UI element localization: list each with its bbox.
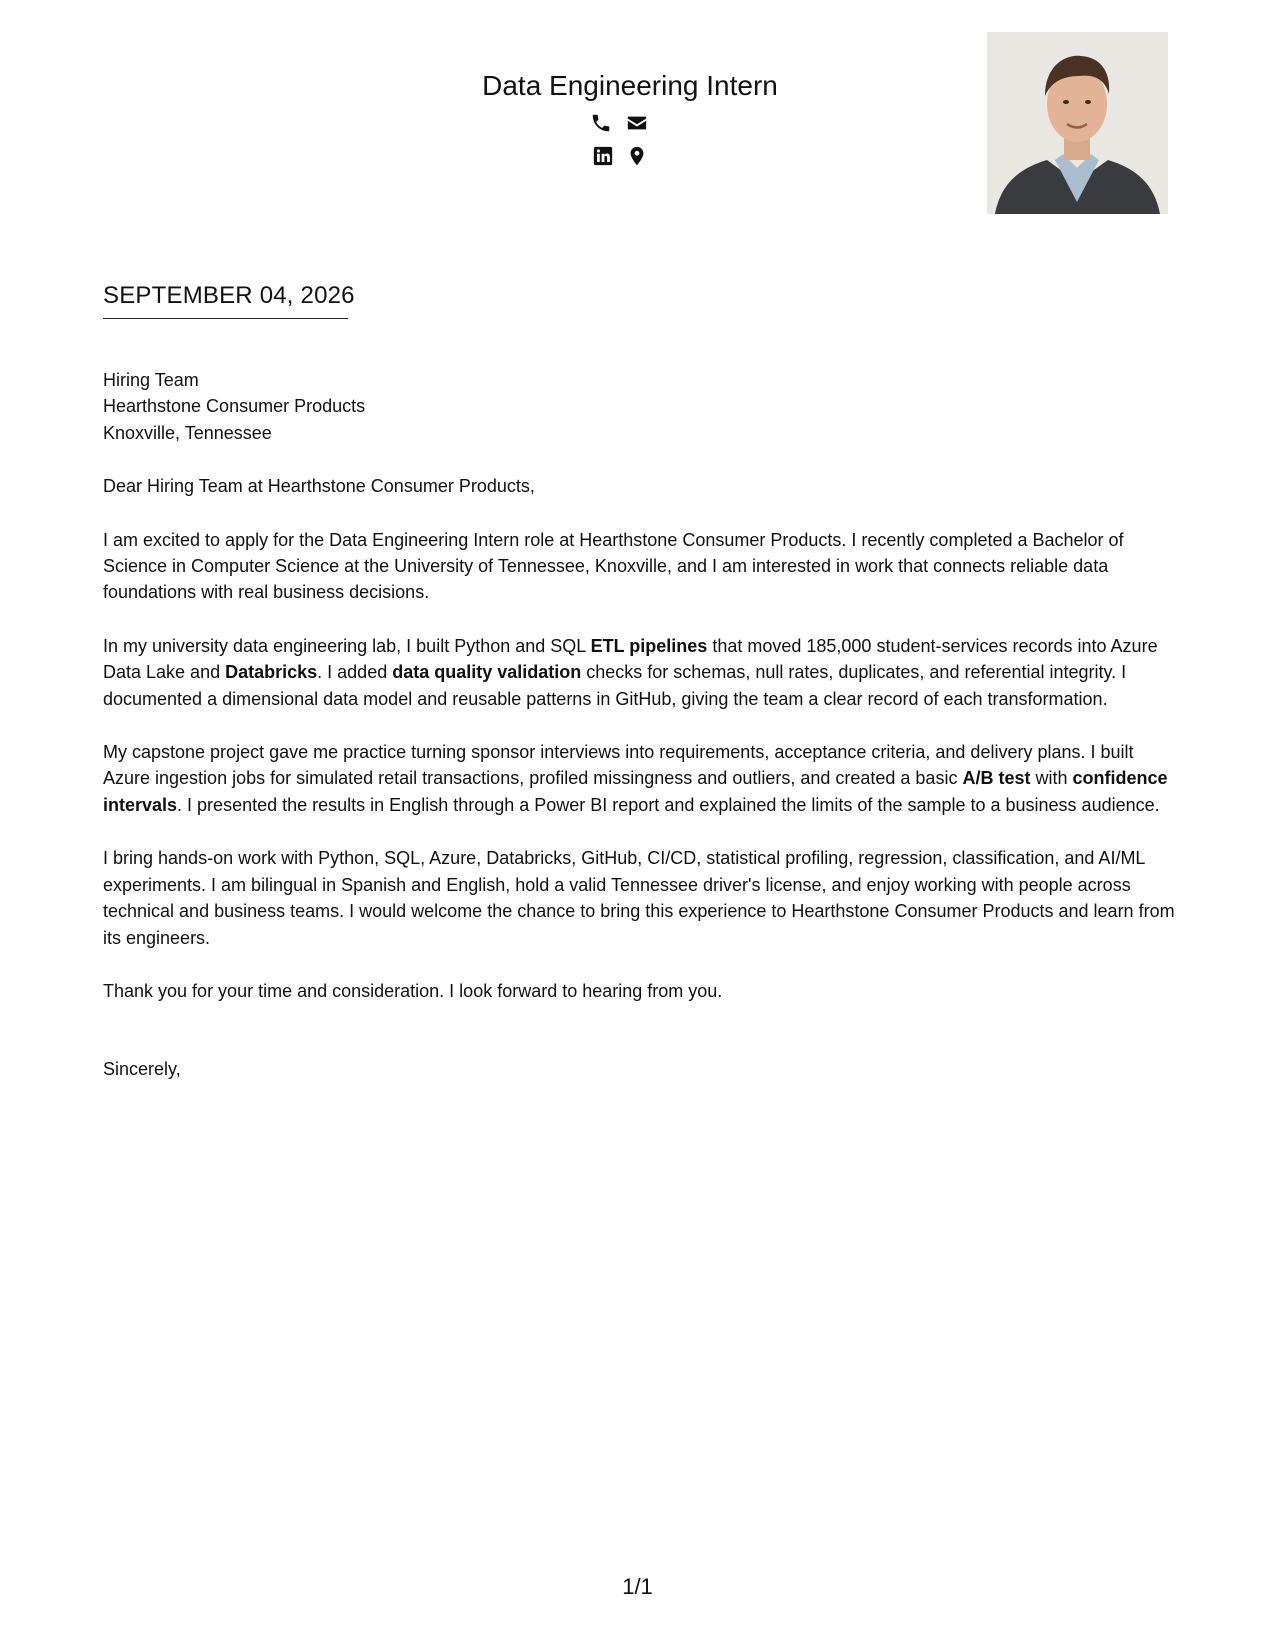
document-title: Data Engineering Intern	[482, 70, 778, 101]
highlight: data quality validation	[392, 662, 582, 683]
highlight: Databricks	[225, 662, 318, 683]
paragraph-lab-experience: In my university data engineering lab, I built Python and SQL ETL pipelines that moved 185,000 student-services records into Azure Data Lake and Databricks. I added data quality validation checks for schemas, null rates, duplicates, and referential integrity. I documented a dimensional data model and reusable patterns in GitHub, giving the team a clear record of each transformation.	[103, 635, 1158, 709]
letter-body	[103, 340, 1178, 1110]
salutation: Dear Hiring Team at Hearthstone Consumer Products,	[103, 476, 535, 497]
letter-date: SEPTEMBER 04, 2026	[103, 282, 355, 309]
closing: Sincerely,	[103, 1059, 181, 1080]
recipient-line: Hiring Team	[103, 370, 199, 390]
highlight: A/B test	[962, 768, 1031, 789]
date-underline	[103, 318, 348, 319]
recipient-line: Hearthstone Consumer Products	[103, 396, 366, 417]
paragraph-skills: I bring hands-on work with Python, SQL, Azure, Databricks, GitHub, CI/CD, statistical profiling, regression, classification, and AI/ML experiments. I am bilingual in Spanish and English, hold a valid Tennessee driver's license, and enjoy working with people across technical and business teams. I would welcome the chance to bring this experience to Hearthstone Consumer Products and learn from its engineers.	[103, 848, 1175, 948]
paragraph-thanks: Thank you for your time and consideration. I look forward to hearing from you.	[103, 980, 723, 1001]
paragraph-capstone: My capstone project gave me practice turning sponsor interviews into requirements, acceptance criteria, and delivery plans. I built Azure ingestion jobs for simulated retail transactions, profiled missingness and outliers, and created a basic A/B test with confidence intervals. I presented the results in English through a Power BI report and explained the limits of the sample to a business audience.	[103, 742, 1168, 815]
recipient-line: Knoxville, Tennessee	[103, 422, 272, 443]
highlight: confidence intervals	[103, 768, 1168, 815]
highlight: ETL pipelines	[590, 635, 708, 656]
envelope-icon[interactable]	[626, 112, 648, 134]
location-pin-icon[interactable]	[626, 145, 648, 167]
paragraph-intro: I am excited to apply for the Data Engineering Intern role at Hearthstone Consumer Products. I recently completed a Bachelor of Science in Computer Science at the University of Tennessee, Knoxville, and I am interested in work that connects reliable data foundations with real business decisions.	[103, 529, 1124, 603]
page-number: 1/1	[622, 1574, 653, 1599]
profile-photo	[987, 32, 1168, 214]
phone-icon[interactable]	[590, 112, 612, 134]
linkedin-icon[interactable]	[592, 145, 614, 167]
